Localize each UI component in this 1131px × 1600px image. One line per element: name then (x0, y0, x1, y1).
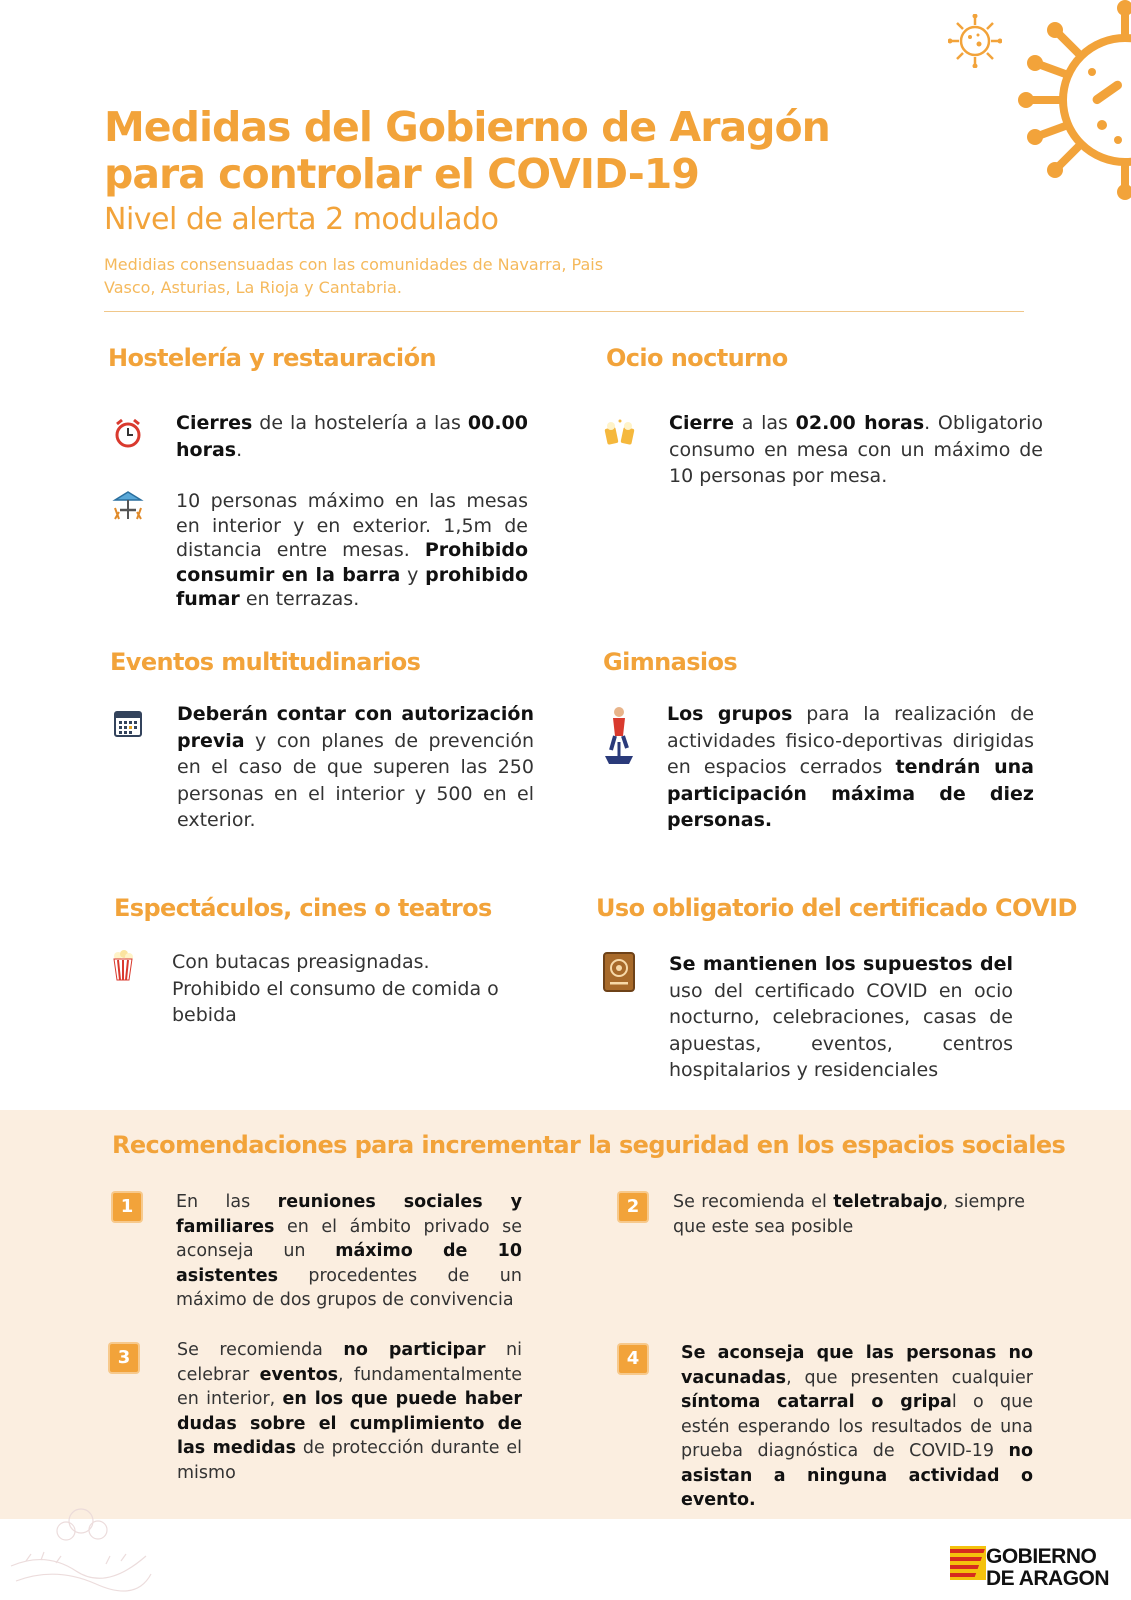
ocio-text-1: Cierre a las 02.00 horas. Obligatorio consumo en mesa con un máximo de 10 personas por mesa. (669, 412, 1043, 487)
rec-text-3: Se recomienda no participar ni celebrar eventos, fundamentalmente en interior, en los que puede haber dudas sobre el cumplimiento de las medidas de protección durante el mismo (177, 1340, 523, 1483)
aragon-flag-logo-icon (950, 1546, 986, 1580)
covid-passport-icon (602, 951, 636, 993)
virus-small-icon (948, 14, 1002, 68)
eventos-text-1: Deberán contar con autorización previa y con planes de prevención en el caso de que superen las 250 personas en el interior y 500 en el exterior. (177, 703, 534, 831)
recommendations-title: Recomendaciones para incrementar la seguridad en los espacios sociales (112, 1131, 1066, 1159)
divider (104, 311, 1024, 312)
rec-number-3: 3 (110, 1344, 138, 1372)
beer-mugs-icon (603, 416, 637, 450)
section-title-espectaculos: Espectáculos, cines o teatros (114, 894, 492, 922)
intro-text: Medidias consensuadas con las comunidades de Navarra, Pais Vasco, Asturias, La Rioja y Cantabria. (104, 255, 604, 297)
popcorn-icon (112, 949, 134, 981)
hosteleria-text-1: Cierres de la hostelería a las 00.00 horas. (176, 412, 528, 461)
rec-text-2: Se recomienda el teletrabajo, siempre que este sea posible (673, 1192, 1025, 1237)
virus-large-icon (1010, 0, 1131, 200)
section-title-ocio: Ocio nocturno (606, 344, 788, 372)
rec-text-4: Se aconseja que las personas no vacunadas, que presenten cualquier síntoma catarral o gripal o que estén esperando los resultados de una prueba diagnóstica de COVID-19 no asistan a ninguna actividad o evento. (681, 1343, 1033, 1510)
floral-watermark-icon (6, 1496, 156, 1600)
certificado-text-1: Se mantienen los supuestos del uso del certificado COVID en ocio nocturno, celebraciones, casas de apuestas, eventos, centros hospitalarios y residenciales (669, 953, 1013, 1081)
hosteleria-text-2: 10 personas máximo en las mesas en interior y en exterior. 1,5m de distancia entre mesas. Prohibido consumir en la barra y prohibido fumar en terrazas. (176, 490, 529, 610)
page-subtitle: Nivel de alerta 2 modulado (104, 202, 499, 237)
calendar-icon (111, 706, 145, 740)
exercise-bike-icon (601, 706, 637, 768)
page-title (104, 104, 864, 198)
rec-number-4: 4 (619, 1345, 647, 1373)
gimnasios-text-1: Los grupos para la realización de actividades fisico-deportivas dirigidas en espacios cerrados tendrán una participación máxima de diez personas. (667, 703, 1035, 831)
section-title-certificado: Uso obligatorio del certificado COVID (596, 894, 1077, 922)
title-line-1: Medidas del Gobierno de Aragón (104, 103, 830, 151)
title-line-2: para controlar el COVID-19 (104, 150, 699, 198)
alarm-clock-icon (111, 416, 145, 450)
rec-number-1: 1 (113, 1193, 141, 1221)
terrace-table-icon (111, 488, 145, 522)
section-title-gimnasios: Gimnasios (603, 648, 738, 676)
section-title-hosteleria: Hostelería y restauración (108, 344, 436, 372)
rec-text-1: En las reuniones sociales y familiares en el ámbito privado se aconseja un máximo de 10 asistentes procedentes de un máximo de dos grupos de convivencia (176, 1192, 522, 1310)
rec-number-2: 2 (619, 1193, 647, 1221)
espectaculos-text-1: Con butacas preasignadas. Prohibido el consumo de comida o bebida (172, 951, 499, 1026)
section-title-eventos: Eventos multitudinarios (110, 648, 421, 676)
government-logo-text: GOBIERNO DE ARAGON (986, 1545, 1110, 1590)
